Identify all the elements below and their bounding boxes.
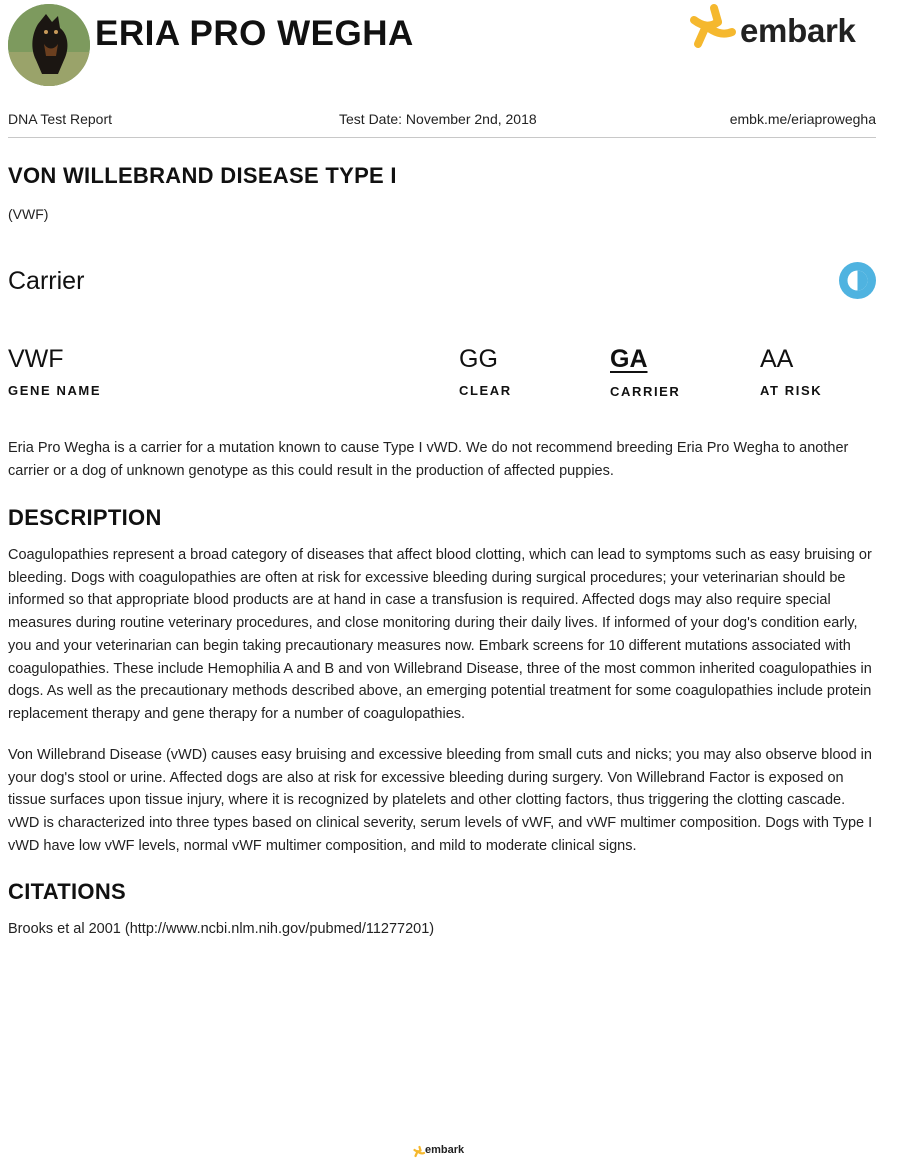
genotype-carrier-label: CARRIER (610, 384, 681, 399)
genotype-clear-label: CLEAR (459, 383, 512, 398)
dog-avatar (8, 4, 90, 86)
carrier-half-circle-icon (839, 262, 876, 299)
genotype-carrier-value: GA (610, 345, 648, 373)
description-paragraph: Von Willebrand Disease (vWD) causes easy bruising and excessive bleeding from small cuts and nicks; you may also observe blood in your dog's stool or urine. Affected dogs are also at risk for excessive bleeding during surgery. Von Willebrand Factor is exposed on tissue surfaces upon tissue injury, where it is recognized by platelets and other clotting factors, thus triggering the clotting cascade. vWD is characterized into three types based on clinical severity, serum levels of vWF, and vWF multimer composition. Dogs with Type I vWD have low vWF levels, normal vWF multimer composition, and mild to moderate clinical signs. (8, 747, 873, 854)
description-heading: DESCRIPTION (8, 505, 162, 530)
dog-name-title: ERIA PRO WEGHA (95, 14, 414, 53)
genotype-at-risk-label: AT RISK (760, 383, 823, 398)
disease-title: VON WILLEBRAND DISEASE TYPE I (8, 163, 397, 188)
gene-code: (VWF) (8, 206, 49, 222)
description-paragraph: Coagulopathies represent a broad category of diseases that affect blood clotting, which can lead to symptoms such as easy bruising or bleeding. Dogs with coagulopathies are often at risk for excessive bleeding during surgical procedures; your veterinarian should be informed so that appropriate blood products are at hand in case a transfusion is required. Affected dogs may also require special measures during routine veterinary procedures, and close monitoring during their daily lives. If informed of your dog's condition early, you and your veterinarian can begin taking precautionary measures now. Embark screens for 10 different mutations associated with coagulopathies. These include Hemophilia A and B and von Willebrand Disease, three of the most common inherited coagulopathies in dogs. As well as the precautionary methods described above, an emerging potential treatment for some coagulopathies include protein replacement therapy and gene therapy for a number of coagulopathies. (8, 547, 872, 722)
profile-link[interactable]: embk.me/eriaprowegha (729, 111, 876, 127)
header-divider (8, 137, 876, 138)
gene-name-label: GENE NAME (8, 383, 102, 398)
dog-photo-icon (8, 4, 90, 86)
embark-mark-icon (412, 1145, 426, 1159)
genotype-at-risk-value: AA (760, 345, 794, 373)
report-type: DNA Test Report (8, 111, 113, 127)
result-summary: Eria Pro Wegha is a carrier for a mutation known to cause Type I vWD. We do not recommend breeding Eria Pro Wegha to another carrier or a dog of unknown genotype as this could result in the production of affected puppies. (8, 440, 849, 479)
citations-heading: CITATIONS (8, 879, 126, 904)
result-status: Carrier (8, 267, 85, 295)
embark-wordmark: embark (740, 12, 856, 49)
genotype-clear-value: GG (459, 345, 498, 373)
test-date: Test Date: November 2nd, 2018 (339, 111, 537, 127)
footer-embark-logo (412, 1143, 472, 1161)
footer-wordmark: embark (425, 1144, 465, 1156)
embark-logo (684, 2, 878, 54)
citation-item: Brooks et al 2001 (http://www.ncbi.nlm.nih.gov/pubmed/11277201) (8, 921, 435, 937)
embark-mark-icon (684, 2, 740, 54)
gene-name-value: VWF (8, 345, 64, 373)
